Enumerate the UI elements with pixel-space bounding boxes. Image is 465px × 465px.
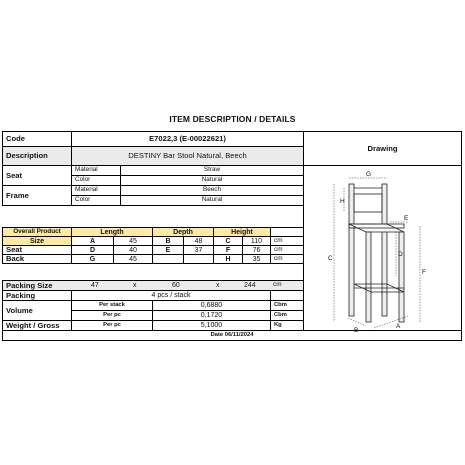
back-h-label: H [213, 254, 243, 264]
size-unit: cm [270, 236, 304, 246]
drawing-label-g: G [366, 171, 372, 178]
packing-depth: 60 [172, 282, 180, 289]
packing-x2: x [216, 282, 220, 289]
packing-height: 244 [244, 282, 256, 289]
volume-per-stack-unit: Cbm [270, 300, 304, 311]
seat-f-value: 76 [242, 245, 271, 255]
back-dims-unit: cm [270, 254, 304, 264]
drawing-label-b: B [354, 327, 359, 334]
bar-stool-drawing [304, 166, 461, 334]
seat-f-label: F [213, 245, 243, 255]
seat-material-value: Straw [120, 165, 304, 176]
back-blank-2 [183, 254, 214, 264]
back-blank-1 [152, 254, 184, 264]
drawing-panel [303, 165, 462, 334]
seat-dims-label: Seat [2, 245, 72, 255]
seat-dims-unit: cm [270, 245, 304, 255]
code-label: Code [2, 131, 72, 147]
back-h-value: 35 [242, 254, 271, 264]
frame-material-label: Material [71, 185, 121, 196]
drawing-label-a: A [396, 323, 401, 330]
item-details-sheet [2, 131, 462, 347]
length-header: Length [71, 227, 153, 237]
seat-e-value: 37 [183, 245, 214, 255]
drawing-label-h: H [340, 198, 345, 205]
packing-label: Packing [2, 290, 72, 301]
seat-material-label: Material [71, 165, 121, 176]
size-c-label: C [213, 236, 243, 246]
weight-per-pc-label: Per pc [71, 320, 153, 331]
packing-length: 47 [91, 282, 99, 289]
drawing-label-c: C [328, 255, 333, 262]
back-dims-label: Back [2, 254, 72, 264]
drawing-header [303, 131, 462, 166]
size-b-value: 48 [183, 236, 214, 246]
frame-color-value: Natural [120, 195, 304, 206]
description-value: DESTINY Bar Stool Natural, Beech [71, 146, 304, 166]
seat-label: Seat [2, 165, 72, 186]
volume-per-pc-value: 0,1720 [152, 310, 271, 321]
overall-product-label: Overall Product [2, 227, 72, 237]
frame-label: Frame [2, 185, 72, 206]
size-c-value: 110 [242, 236, 271, 246]
packing-size-unit: cm [270, 280, 304, 291]
drawing-label-d: D [398, 251, 403, 258]
size-b-label: B [152, 236, 184, 246]
weight-label: Weight / Gross [2, 320, 72, 331]
drawing-title: Drawing [367, 144, 398, 153]
back-g-value: 45 [113, 254, 153, 264]
code-value: E7022,3 (E-00022621) [71, 131, 304, 147]
seat-d-label: D [71, 245, 114, 255]
seat-d-value: 40 [113, 245, 153, 255]
back-g-label: G [71, 254, 114, 264]
packing-pieces: 4 pcs / stack [71, 290, 271, 301]
drawing-label-f: F [422, 269, 426, 276]
volume-label: Volume [2, 300, 72, 321]
frame-material-value: Beech [120, 185, 304, 196]
weight-per-pc-value: 5,1000 [152, 320, 271, 331]
packing-size-label: Packing Size [2, 280, 72, 291]
seat-e-label: E [152, 245, 184, 255]
page-title: ITEM DESCRIPTION / DETAILS [169, 114, 296, 124]
height-header: Height [213, 227, 271, 237]
depth-header: Depth [152, 227, 214, 237]
date-footer: Date 06/11/2024 [2, 330, 462, 341]
packing-x1: x [133, 282, 137, 289]
size-a-label: A [71, 236, 114, 246]
volume-per-stack-label: Per stack [71, 300, 153, 311]
seat-color-value: Natural [120, 175, 304, 186]
frame-color-label: Color [71, 195, 121, 206]
description-label: Description [2, 146, 72, 166]
volume-per-pc-unit: Cbm [270, 310, 304, 321]
seat-color-label: Color [71, 175, 121, 186]
size-label: Size [2, 236, 72, 246]
size-a-value: 45 [113, 236, 153, 246]
weight-unit: Kg [270, 320, 304, 331]
volume-per-pc-label: Per pc [71, 310, 153, 321]
volume-per-stack-value: 0,6880 [152, 300, 271, 311]
drawing-label-e: E [404, 215, 409, 222]
